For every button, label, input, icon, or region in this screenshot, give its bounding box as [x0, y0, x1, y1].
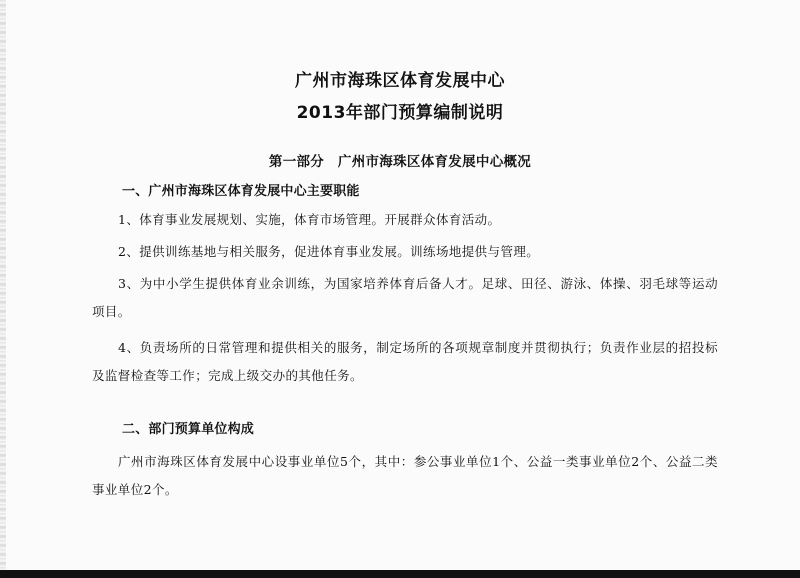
- budget-units-paragraph: 广州市海珠区体育发展中心设事业单位5个，其中：参公事业单位1个、公益一类事业单位2个、公益二类事业单位2个。: [92, 454, 718, 497]
- section-heading-functions: 一、广州市海珠区体育发展中心主要职能: [122, 184, 360, 199]
- function-item-1: 1、体育事业发展规划、实施，体育市场管理。开展群众体育活动。: [118, 212, 501, 227]
- function-item-3: 3、为中小学生提供体育业余训练，为国家培养体育后备人才。足球、田径、游泳、体操、羽毛球等运动项目。: [92, 276, 718, 319]
- function-item-4: 4、负责场所的日常管理和提供相关的服务，制定场所的各项规章制度并贯彻执行；负责作业层的招投标及监督检查等工作；完成上级交办的其他任务。: [92, 340, 718, 383]
- document-title: 广州市海珠区体育发展中心: [295, 71, 505, 91]
- document-subtitle: 2013年部门预算编制说明: [296, 103, 504, 123]
- scan-bottom-band: [0, 570, 800, 578]
- function-item-2: 2、提供训练基地与相关服务，促进体育事业发展。训练场地提供与管理。: [118, 244, 540, 259]
- section-heading-budget-units: 二、部门预算单位构成: [122, 422, 255, 437]
- part-heading: 第一部分 广州市海珠区体育发展中心概况: [268, 154, 532, 170]
